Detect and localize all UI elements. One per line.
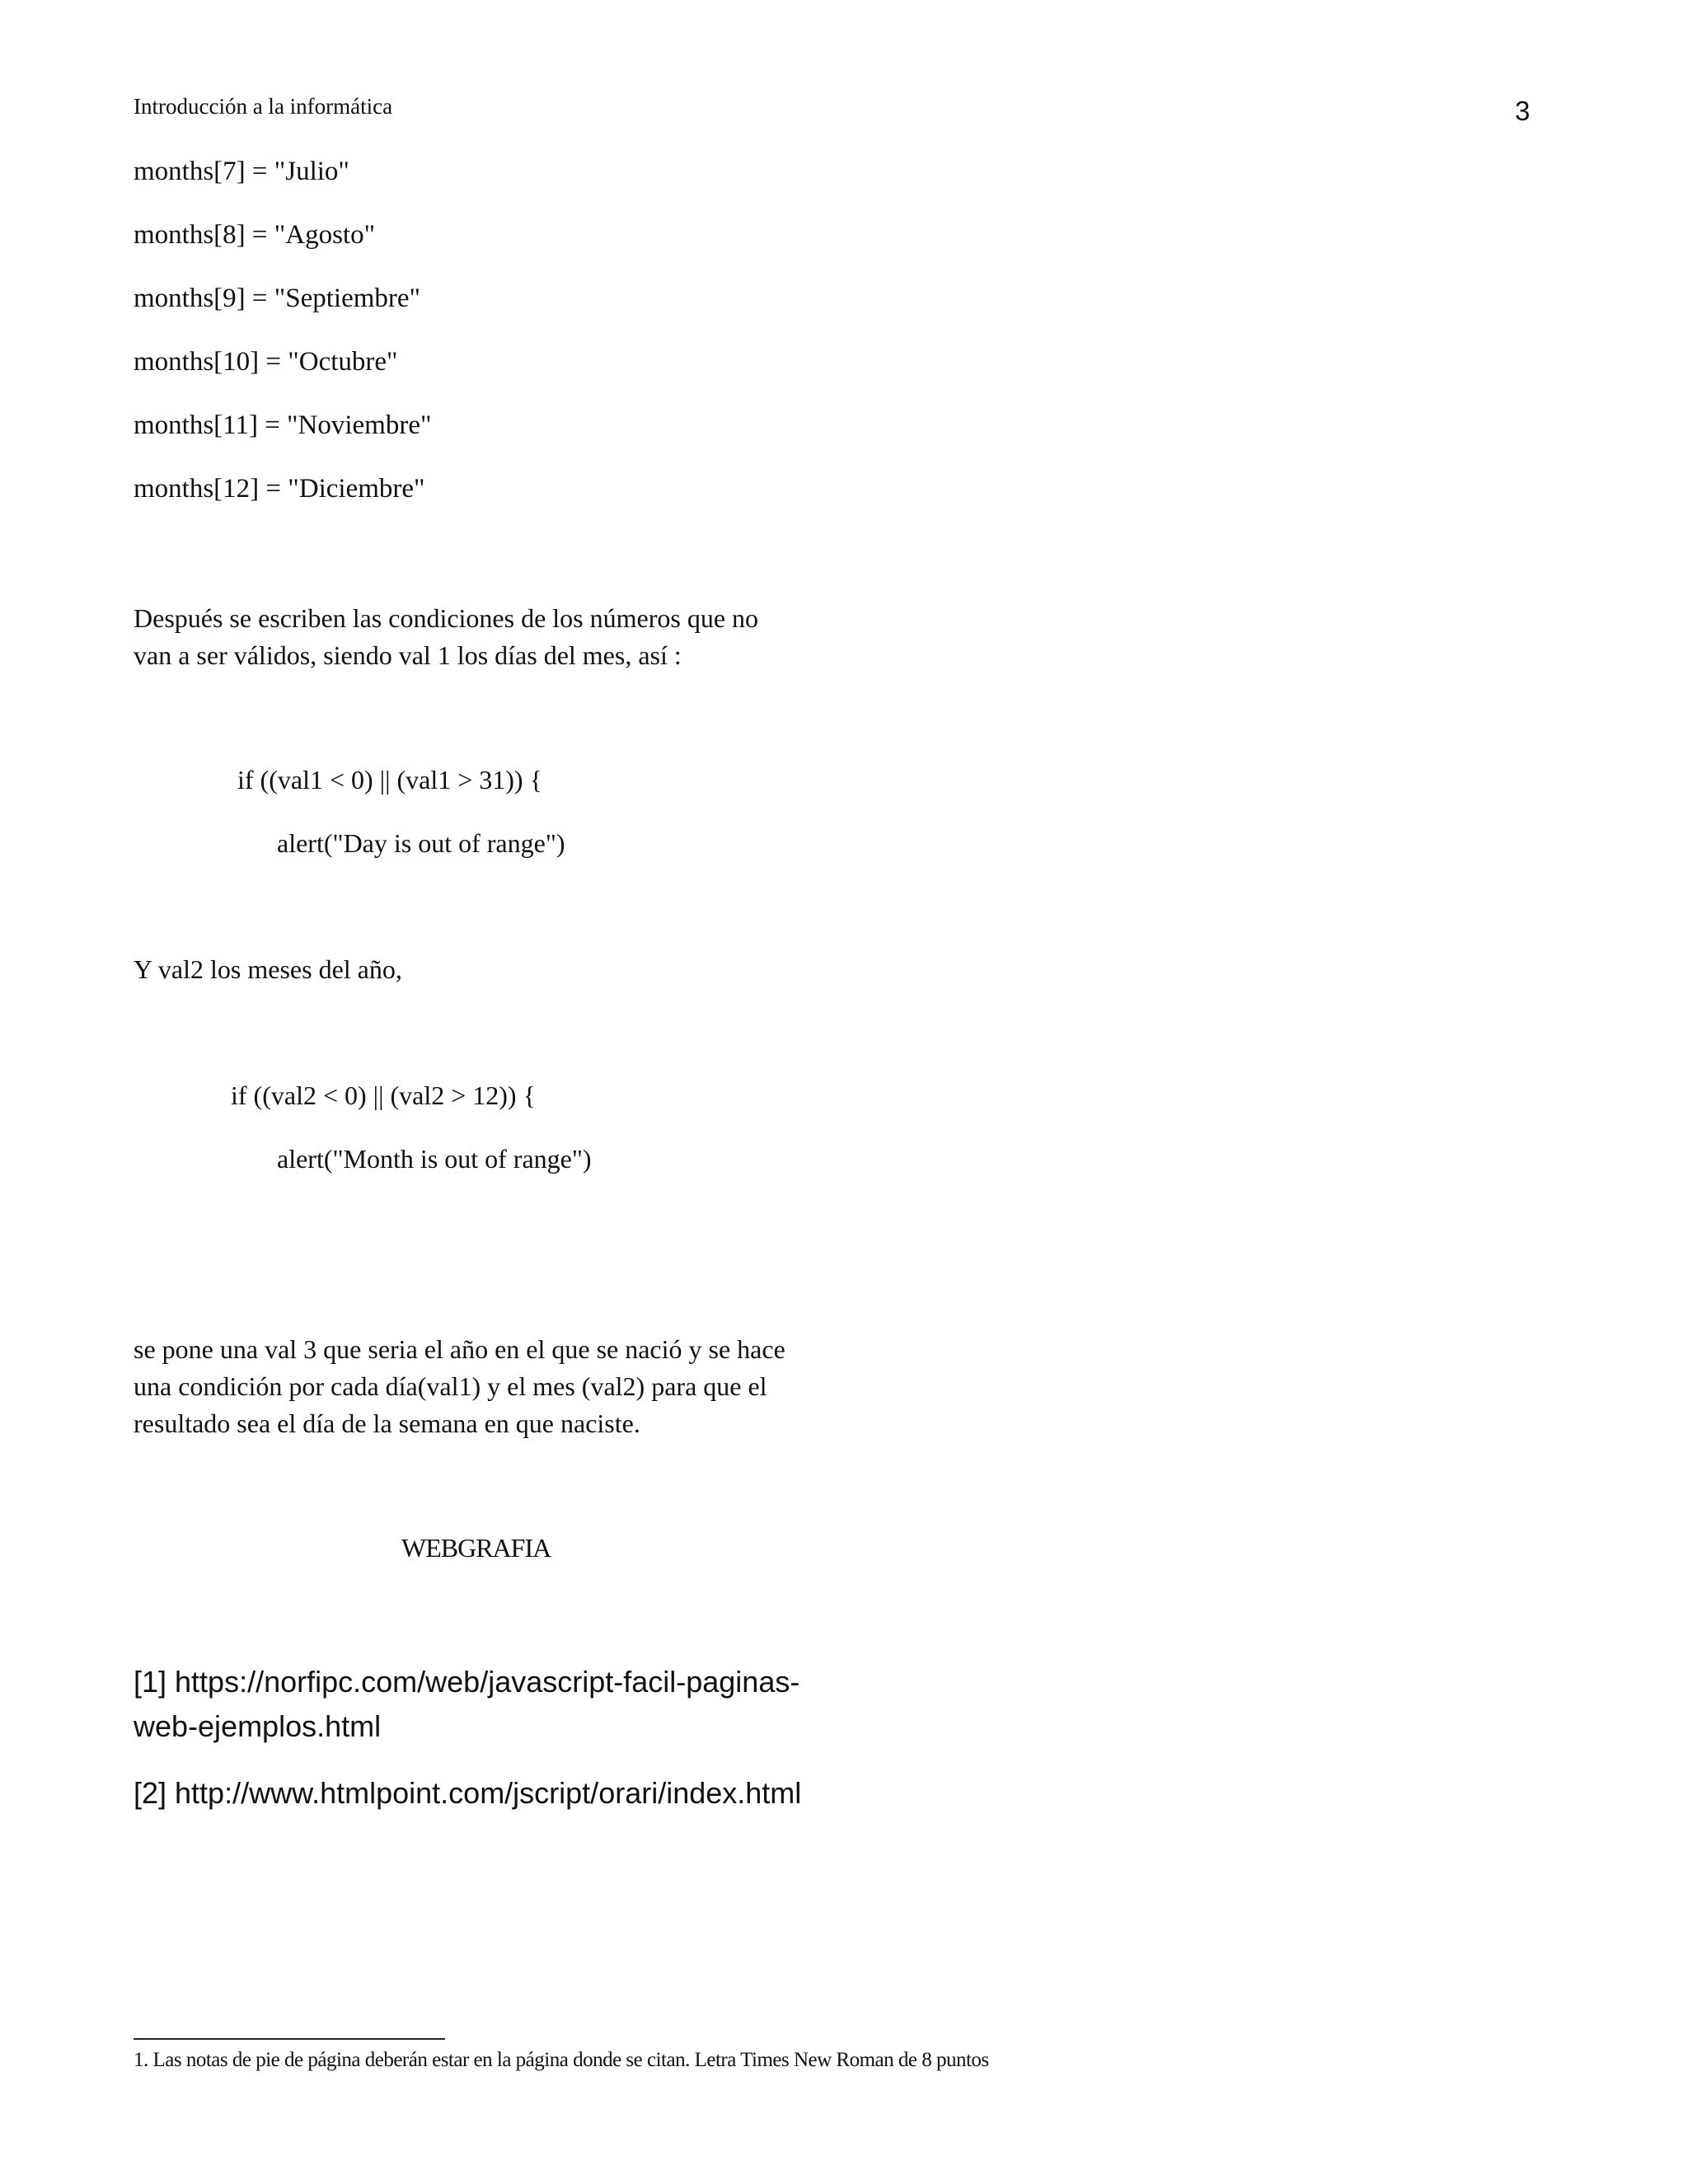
reference-1-line[interactable]: [1] https://norfipc.com/web/javascript-facil-paginas- (134, 1665, 800, 1699)
paragraph-line: van a ser válidos, siendo val 1 los días del mes, así : (134, 640, 682, 670)
reference-2[interactable]: [2] http://www.htmlpoint.com/jscript/orari/index.html (134, 1776, 802, 1810)
reference-1[interactable] (134, 1660, 875, 1749)
paragraph-val2-intro: Y val2 los meses del año, (134, 954, 402, 984)
code-line-month-8: months[8] = "Agosto" (134, 220, 376, 250)
running-header: Introducción a la informática (134, 94, 393, 119)
code-line-month-alert: alert("Month is out of range") (277, 1144, 592, 1174)
code-line-month-11: months[11] = "Noviembre" (134, 410, 432, 440)
code-line-month-10: months[10] = "Octubre" (134, 347, 398, 377)
webgrafia-heading: WEBGRAFIA (401, 1533, 551, 1563)
reference-1-line[interactable]: web-ejemplos.html (134, 1709, 382, 1743)
footnote-separator (134, 2038, 445, 2040)
paragraph-line: se pone una val 3 que seria el año en el que se nació y se hace (134, 1334, 785, 1364)
paragraph-line: resultado sea el día de la semana en que naciste. (134, 1408, 640, 1438)
paragraph-conditions-intro (134, 600, 875, 674)
code-line-day-alert: alert("Day is out of range") (277, 828, 565, 858)
code-line-month-7: months[7] = "Julio" (134, 157, 349, 186)
page-number: 3 (1515, 96, 1531, 126)
code-line-month-12: months[12] = "Diciembre" (134, 474, 425, 504)
paragraph-line: una condición por cada día(val1) y el mes (val2) para que el (134, 1371, 767, 1401)
paragraph-val3-explanation (134, 1331, 875, 1442)
code-line-day-condition: if ((val1 < 0) || (val1 > 31)) { (237, 765, 542, 794)
footnote-text: 1. Las notas de pie de página deberán estar en la página donde se citan. Letra Times New Roman de 8 puntos (134, 2049, 989, 2071)
code-line-month-9: months[9] = "Septiembre" (134, 284, 420, 313)
paragraph-line: Después se escriben las condiciones de los números que no (134, 603, 759, 633)
code-line-month-condition: if ((val2 < 0) || (val2 > 12)) { (231, 1080, 536, 1110)
